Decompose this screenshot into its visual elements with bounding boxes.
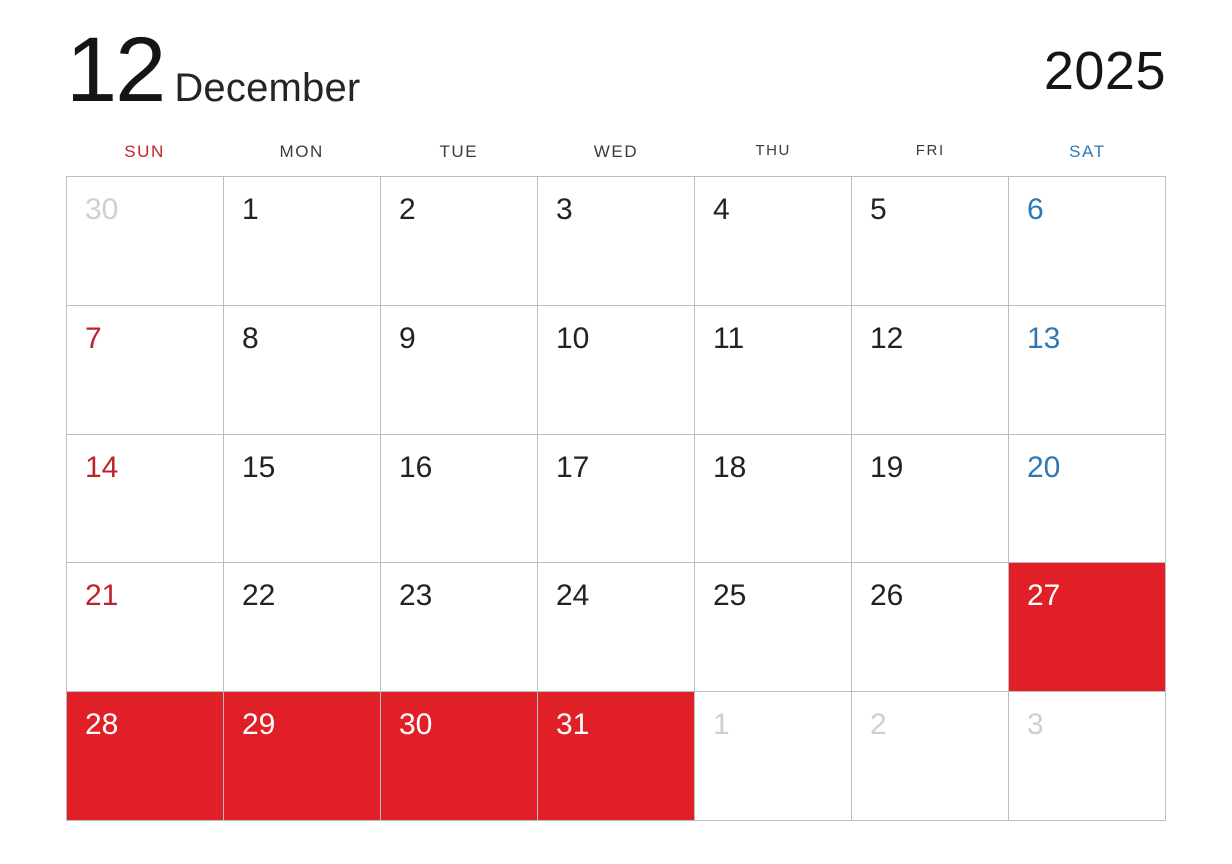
day-number: 3 [1027, 708, 1044, 742]
month-title [66, 19, 361, 121]
day-number: 13 [1027, 321, 1061, 355]
day-cell[interactable] [224, 435, 381, 564]
day-number: 9 [399, 321, 416, 355]
day-number: 21 [85, 579, 119, 613]
day-cell[interactable] [224, 692, 381, 821]
day-number: 2 [399, 193, 416, 226]
day-number: 10 [556, 321, 590, 355]
weekday-label-sat: SAT [1069, 142, 1106, 161]
day-number: 14 [85, 450, 119, 484]
day-cell[interactable] [67, 692, 224, 821]
day-number: 30 [399, 708, 433, 742]
day-cell[interactable] [538, 435, 695, 564]
day-cell[interactable] [695, 692, 852, 821]
day-cell[interactable] [67, 177, 224, 306]
day-number: 22 [242, 579, 276, 613]
day-cell[interactable] [538, 306, 695, 435]
day-number: 2 [870, 708, 887, 742]
day-cell[interactable] [538, 177, 695, 306]
weekday-label-mon: MON [279, 142, 324, 161]
day-number: 18 [713, 450, 747, 484]
day-cell[interactable] [381, 692, 538, 821]
day-number: 24 [556, 579, 590, 613]
day-cell[interactable] [1009, 435, 1166, 564]
day-cell[interactable] [1009, 306, 1166, 435]
day-number: 12 [870, 321, 904, 355]
day-cell[interactable] [852, 177, 1009, 306]
day-number: 29 [242, 708, 276, 742]
day-cell[interactable] [695, 563, 852, 692]
day-cell[interactable] [1009, 177, 1166, 306]
day-cell[interactable] [538, 563, 695, 692]
day-number: 28 [85, 708, 119, 742]
day-number: 23 [399, 579, 433, 613]
day-number: 6 [1027, 193, 1044, 226]
day-number: 4 [713, 193, 730, 226]
day-cell[interactable] [695, 306, 852, 435]
day-cell[interactable] [852, 435, 1009, 564]
day-number: 16 [399, 450, 433, 484]
weekday-label-sun: SUN [124, 142, 165, 161]
day-cell[interactable] [381, 563, 538, 692]
day-cell[interactable] [381, 306, 538, 435]
day-cell[interactable] [852, 306, 1009, 435]
weekday-label-tue: TUE [439, 142, 479, 161]
day-number: 15 [242, 450, 276, 484]
day-number: 5 [870, 193, 887, 226]
calendar-grid [66, 176, 1166, 821]
day-number: 3 [556, 193, 573, 226]
day-number: 1 [713, 708, 730, 742]
day-number: 8 [242, 321, 259, 355]
calendar-header [66, 19, 1166, 124]
day-number: 26 [870, 579, 904, 613]
day-cell[interactable] [381, 435, 538, 564]
day-cell[interactable] [1009, 692, 1166, 821]
day-cell[interactable] [695, 435, 852, 564]
month-number: 12 [66, 19, 165, 121]
day-cell[interactable] [224, 563, 381, 692]
day-number: 27 [1027, 579, 1061, 613]
day-number: 25 [713, 579, 747, 613]
day-number: 17 [556, 450, 590, 484]
day-cell[interactable] [67, 306, 224, 435]
day-cell[interactable] [224, 177, 381, 306]
day-number: 7 [85, 321, 102, 355]
day-number: 19 [870, 450, 904, 484]
weekday-header-row [66, 142, 1166, 162]
day-cell[interactable] [695, 177, 852, 306]
day-number: 11 [713, 321, 745, 355]
weekday-label-fri: FRI [915, 142, 945, 159]
day-cell[interactable] [852, 563, 1009, 692]
day-cell[interactable] [224, 306, 381, 435]
month-name: December [174, 66, 361, 110]
day-number: 31 [556, 708, 590, 742]
weekday-label-thu: THU [755, 142, 791, 159]
day-cell[interactable] [852, 692, 1009, 821]
day-cell[interactable] [538, 692, 695, 821]
day-cell[interactable] [1009, 563, 1166, 692]
day-number: 1 [242, 193, 259, 226]
day-number: 30 [85, 193, 119, 226]
day-cell[interactable] [67, 563, 224, 692]
day-cell[interactable] [381, 177, 538, 306]
weekday-label-wed: WED [593, 142, 639, 161]
year-label: 2025 [1043, 41, 1166, 101]
day-number: 20 [1027, 450, 1061, 484]
day-cell[interactable] [67, 435, 224, 564]
